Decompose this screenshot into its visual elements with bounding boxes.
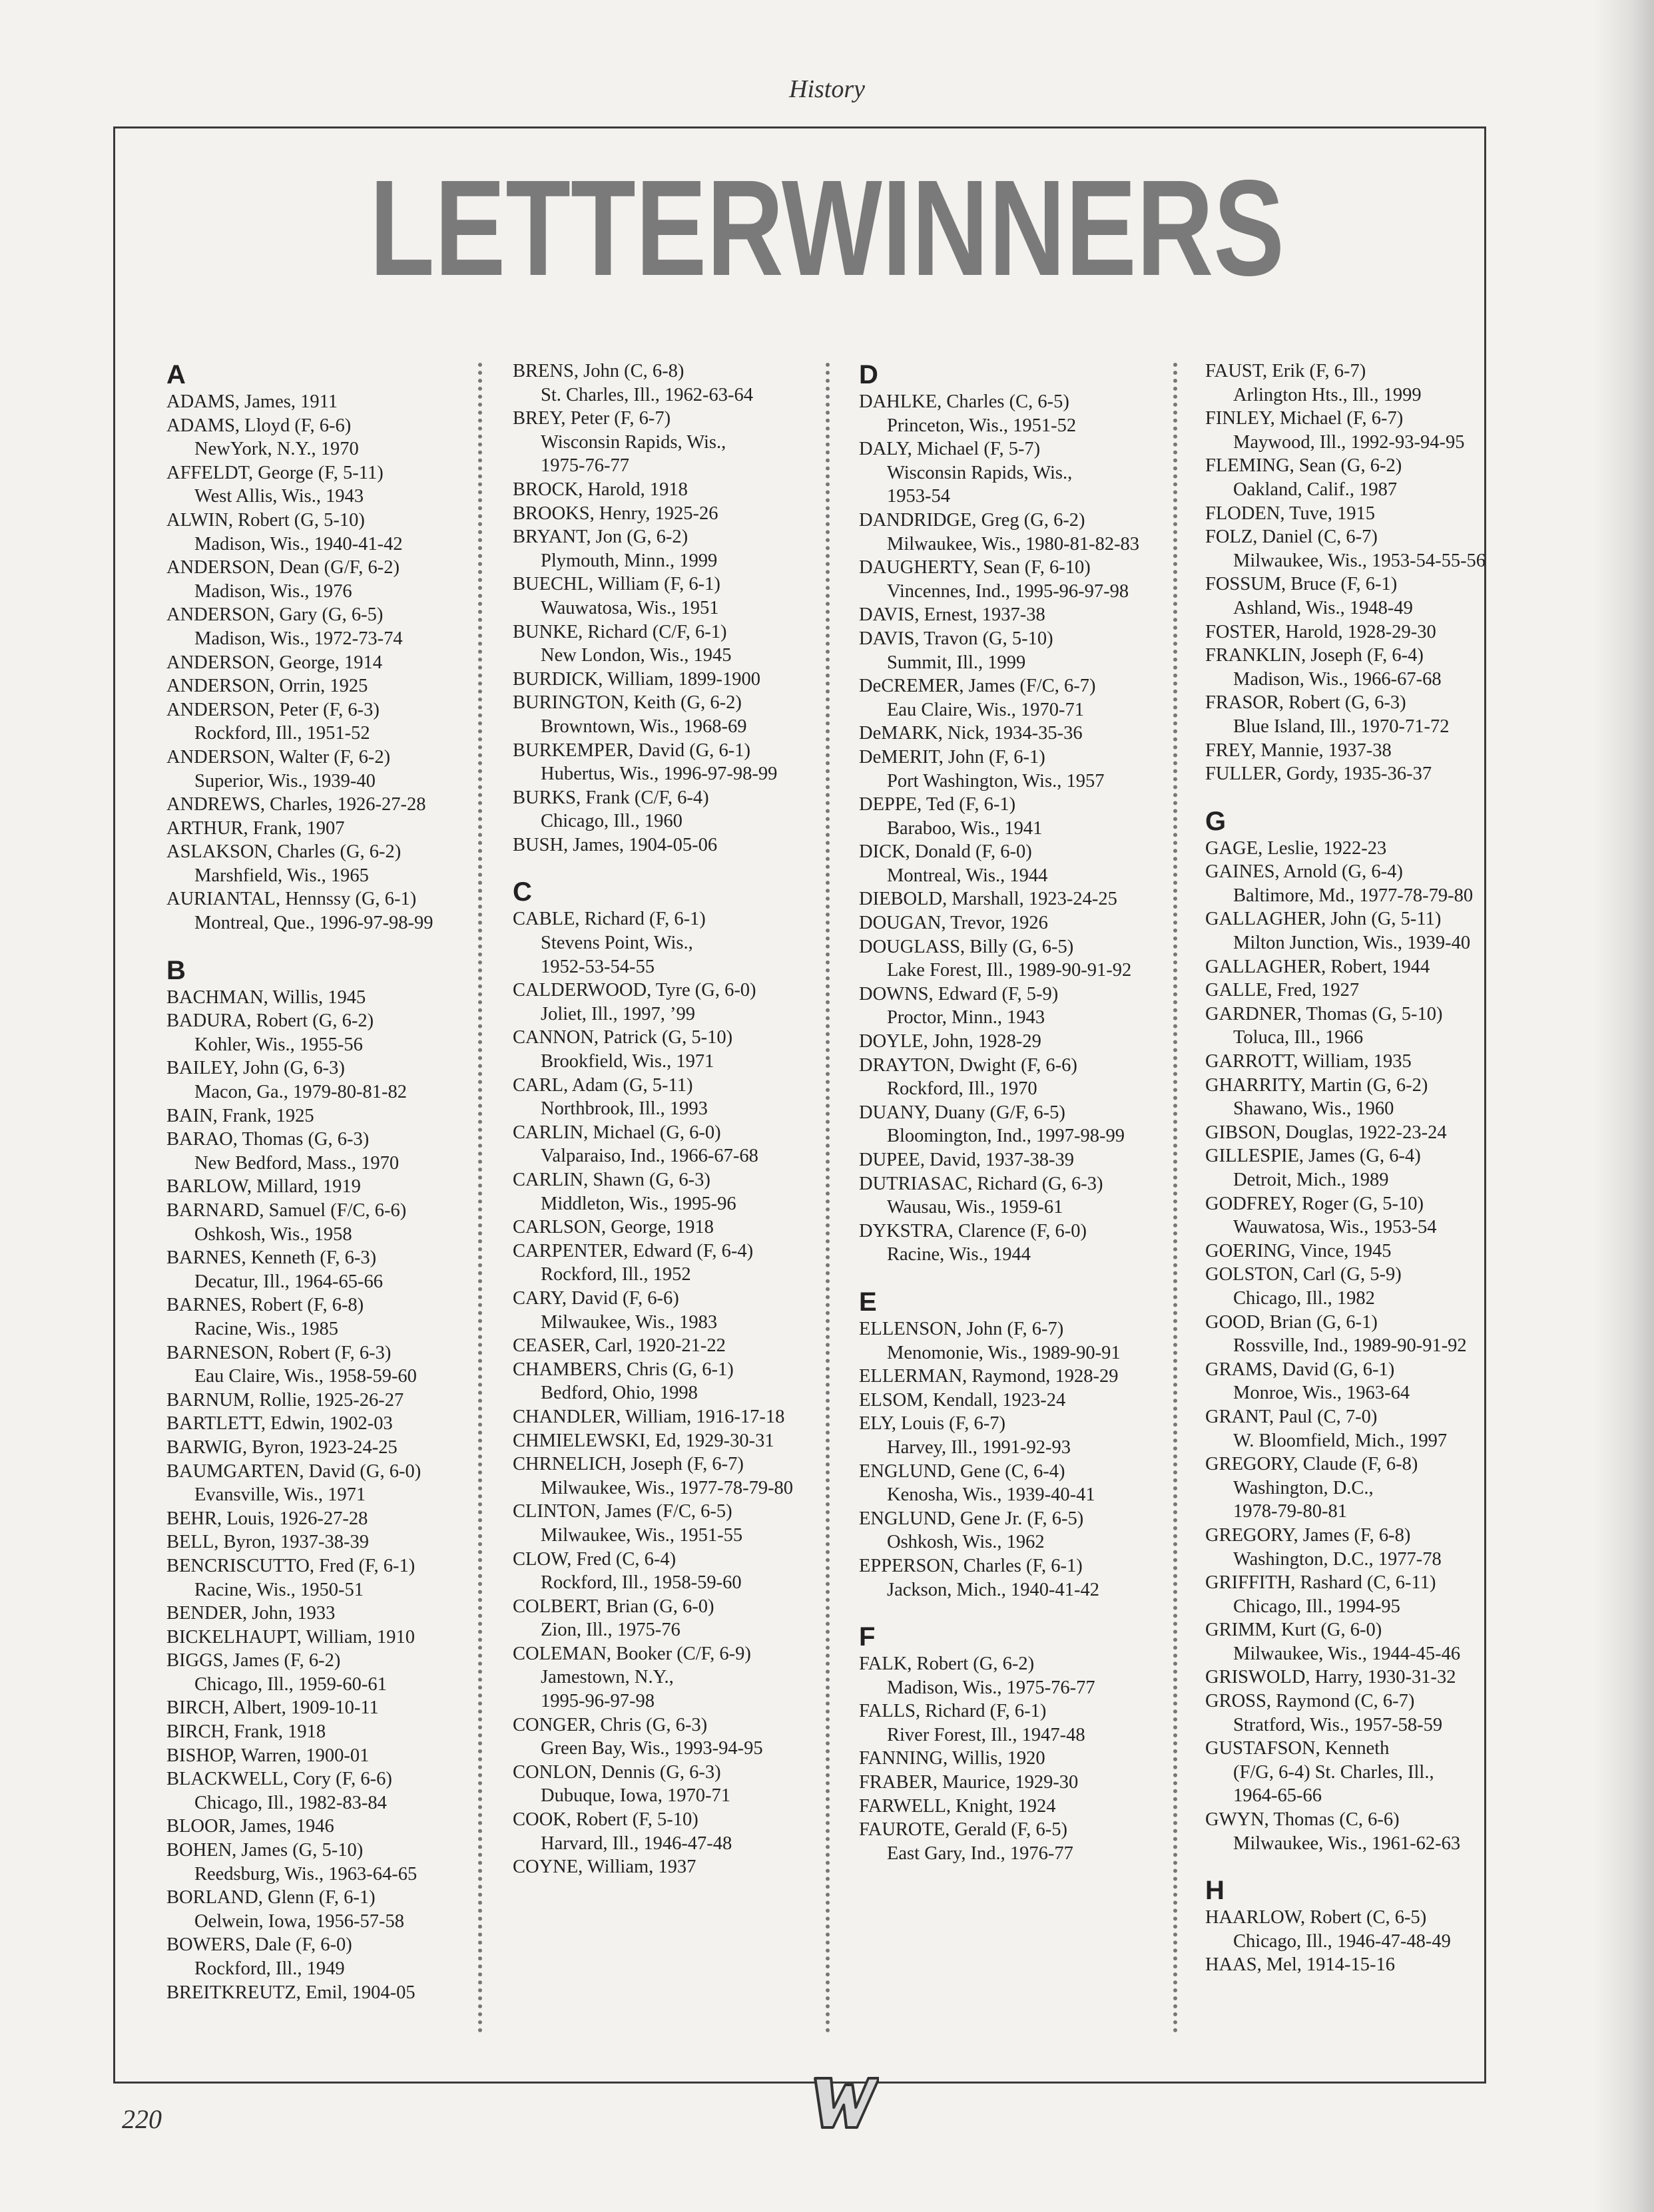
letterwinner-detail: Milwaukee, Wis., 1983 bbox=[541, 1311, 718, 1333]
letterwinner-detail: W. Bloomfield, Mich., 1997 bbox=[1233, 1430, 1448, 1451]
letterwinner-name: DeCREMER, James (F/C, 6-7) bbox=[859, 676, 1096, 697]
letterwinner-detail: NewYork, N.Y., 1970 bbox=[194, 439, 359, 460]
letterwinner-name: CLINTON, James (F/C, 6-5) bbox=[513, 1501, 732, 1522]
letterwinner-name: FLEMING, Sean (G, 6-2) bbox=[1205, 455, 1402, 477]
letterwinner-detail: 1952-53-54-55 bbox=[541, 956, 655, 977]
letterwinner-name: BARNESON, Robert (F, 6-3) bbox=[166, 1342, 392, 1363]
letterwinner-detail: Rockford, Ill., 1949 bbox=[194, 1958, 345, 1979]
letterwinner-detail: Bedford, Ohio, 1998 bbox=[541, 1383, 698, 1404]
letterwinner-name: DOUGLASS, Billy (G, 6-5) bbox=[859, 936, 1074, 957]
letterwinner-name: CABLE, Richard (F, 6-1) bbox=[513, 909, 706, 930]
letterwinner-name: FOLZ, Daniel (C, 6-7) bbox=[1205, 527, 1378, 548]
letterwinner-detail: Valparaiso, Ind., 1966-67-68 bbox=[541, 1146, 758, 1167]
letterwinner-name: FALLS, Richard (F, 6-1) bbox=[859, 1701, 1047, 1722]
letterwinner-name: GODFREY, Roger (G, 5-10) bbox=[1205, 1193, 1424, 1214]
column-divider bbox=[826, 363, 830, 2034]
letterwinner-detail: East Gary, Ind., 1976-77 bbox=[887, 1843, 1073, 1864]
letterwinner-detail: Oakland, Calif., 1987 bbox=[1233, 479, 1398, 500]
letterwinner-name: FRANKLIN, Joseph (F, 6-4) bbox=[1205, 645, 1424, 666]
letterwinner-detail: Shawano, Wis., 1960 bbox=[1233, 1098, 1394, 1120]
letterwinner-detail: Harvey, Ill., 1991-92-93 bbox=[887, 1437, 1071, 1458]
section-letter-heading: E bbox=[859, 1287, 877, 1317]
letterwinner-detail: Baraboo, Wis., 1941 bbox=[887, 817, 1043, 839]
letterwinner-detail: Macon, Ga., 1979-80-81-82 bbox=[194, 1082, 407, 1103]
letterwinner-name: GUSTAFSON, Kenneth bbox=[1205, 1738, 1390, 1759]
letterwinner-detail: Rockford, Ill., 1958-59-60 bbox=[541, 1572, 742, 1594]
letterwinner-detail: Milwaukee, Wis., 1980-81-82-83 bbox=[887, 533, 1140, 554]
letterwinner-name: ADAMS, Lloyd (F, 6-6) bbox=[166, 415, 352, 436]
letterwinner-name: FOSSUM, Bruce (F, 6-1) bbox=[1205, 574, 1398, 595]
letterwinner-name: DUPEE, David, 1937-38-39 bbox=[859, 1150, 1074, 1170]
letterwinner-name: BISHOP, Warren, 1900-01 bbox=[166, 1745, 370, 1766]
letterwinner-detail: Arlington Hts., Ill., 1999 bbox=[1233, 384, 1422, 405]
letterwinner-name: COLBERT, Brian (G, 6-0) bbox=[513, 1596, 714, 1617]
letterwinner-name: FOSTER, Harold, 1928-29-30 bbox=[1205, 621, 1436, 642]
letterwinner-detail: 1953-54 bbox=[887, 486, 950, 507]
letterwinner-name: BARNARD, Samuel (F/C, 6-6) bbox=[166, 1200, 407, 1221]
letterwinner-name: DICK, Donald (F, 6-0) bbox=[859, 841, 1032, 863]
letterwinner-name: BUNKE, Richard (C/F, 6-1) bbox=[513, 621, 727, 642]
letterwinner-name: GIBSON, Douglas, 1922-23-24 bbox=[1205, 1122, 1447, 1143]
letterwinner-detail: Oshkosh, Wis., 1958 bbox=[194, 1223, 352, 1245]
letterwinner-name: BIGGS, James (F, 6-2) bbox=[166, 1650, 341, 1671]
letterwinner-detail: Madison, Wis., 1976 bbox=[194, 580, 352, 602]
section-letter-heading: A bbox=[166, 360, 186, 389]
letterwinner-name: DAUGHERTY, Sean (F, 6-10) bbox=[859, 557, 1091, 578]
letterwinner-name: FAUROTE, Gerald (F, 6-5) bbox=[859, 1819, 1068, 1841]
letterwinner-detail: Madison, Wis., 1972-73-74 bbox=[194, 628, 403, 649]
letterwinner-name: BELL, Byron, 1937-38-39 bbox=[166, 1532, 369, 1553]
letterwinner-name: BIRCH, Frank, 1918 bbox=[166, 1721, 326, 1743]
letterwinner-name: BENCRISCUTTO, Fred (F, 6-1) bbox=[166, 1555, 415, 1576]
letterwinner-name: BAUMGARTEN, David (G, 6-0) bbox=[166, 1460, 421, 1482]
letterwinner-name: GOOD, Brian (G, 6-1) bbox=[1205, 1311, 1378, 1333]
letterwinner-name: CARY, David (F, 6-6) bbox=[513, 1287, 679, 1309]
letterwinner-detail: Vincennes, Ind., 1995-96-97-98 bbox=[887, 580, 1129, 602]
letterwinner-name: COOK, Robert (F, 5-10) bbox=[513, 1809, 698, 1831]
letterwinner-name: BENDER, John, 1933 bbox=[166, 1603, 336, 1624]
letterwinner-name: BURINGTON, Keith (G, 6-2) bbox=[513, 692, 742, 714]
letterwinner-detail: Detroit, Mich., 1989 bbox=[1233, 1170, 1389, 1190]
letterwinner-name: ANDREWS, Charles, 1926-27-28 bbox=[166, 794, 426, 815]
letterwinner-name: FAUST, Erik (F, 6-7) bbox=[1205, 361, 1366, 381]
letterwinner-name: BAILEY, John (G, 6-3) bbox=[166, 1058, 345, 1079]
roster-column-4 bbox=[1205, 359, 1518, 1977]
letterwinner-name: FARWELL, Knight, 1924 bbox=[859, 1795, 1056, 1817]
letterwinner-name: CONGER, Chris (G, 6-3) bbox=[513, 1714, 708, 1735]
letterwinner-detail: Dubuque, Iowa, 1970-71 bbox=[541, 1785, 730, 1807]
letterwinner-name: GOLSTON, Carl (G, 5-9) bbox=[1205, 1264, 1402, 1285]
letterwinner-detail: Milton Junction, Wis., 1939-40 bbox=[1233, 933, 1471, 954]
letterwinner-name: CHRNELICH, Joseph (F, 6-7) bbox=[513, 1454, 744, 1475]
letterwinner-name: BARNES, Kenneth (F, 6-3) bbox=[166, 1247, 377, 1269]
letterwinner-detail: Blue Island, Ill., 1970-71-72 bbox=[1233, 716, 1450, 737]
letterwinner-name: DOWNS, Edward (F, 5-9) bbox=[859, 983, 1059, 1004]
letterwinner-name: CHANDLER, William, 1916-17-18 bbox=[513, 1406, 785, 1427]
letterwinner-name: BROOKS, Henry, 1925-26 bbox=[513, 503, 718, 524]
letterwinner-name: ALWIN, Robert (G, 5-10) bbox=[166, 509, 365, 531]
letterwinner-detail: Chicago, Ill., 1994-95 bbox=[1233, 1596, 1400, 1617]
letterwinner-detail: Superior, Wis., 1939-40 bbox=[194, 770, 376, 791]
letterwinner-detail: Browntown, Wis., 1968-69 bbox=[541, 716, 747, 737]
letterwinner-detail: Bloomington, Ind., 1997-98-99 bbox=[887, 1126, 1125, 1147]
letterwinner-detail: Kohler, Wis., 1955-56 bbox=[194, 1034, 363, 1055]
letterwinner-detail: Marshfield, Wis., 1965 bbox=[194, 865, 369, 886]
letterwinner-name: BREITKREUTZ, Emil, 1904-05 bbox=[166, 1982, 415, 2003]
letterwinner-name: ELLENSON, John (F, 6-7) bbox=[859, 1318, 1064, 1339]
letterwinner-name: ANDERSON, Orrin, 1925 bbox=[166, 676, 368, 697]
letterwinner-name: BICKELHAUPT, William, 1910 bbox=[166, 1626, 415, 1648]
letterwinner-name: ELSOM, Kendall, 1923-24 bbox=[859, 1389, 1066, 1411]
letterwinner-name: AURIANTAL, Hennssy (G, 6-1) bbox=[166, 889, 417, 910]
letterwinner-detail: Chicago, Ill., 1982-83-84 bbox=[194, 1792, 387, 1813]
letterwinner-detail: Rockford, Ill., 1952 bbox=[541, 1264, 691, 1285]
letterwinner-name: DeMERIT, John (F, 6-1) bbox=[859, 746, 1045, 768]
letterwinner-name: DOYLE, John, 1928-29 bbox=[859, 1031, 1041, 1052]
letterwinner-name: DAVIS, Travon (G, 5-10) bbox=[859, 628, 1053, 649]
letterwinner-name: DALY, Michael (F, 5-7) bbox=[859, 439, 1041, 460]
letterwinner-detail: Proctor, Minn., 1943 bbox=[887, 1007, 1045, 1028]
letterwinner-name: DRAYTON, Dwight (F, 6-6) bbox=[859, 1054, 1077, 1076]
letterwinner-detail: Chicago, Ill., 1982 bbox=[1233, 1287, 1375, 1309]
letterwinner-detail: Rockford, Ill., 1970 bbox=[887, 1078, 1037, 1100]
letterwinner-detail: Stratford, Wis., 1957-58-59 bbox=[1233, 1714, 1443, 1735]
letterwinner-name: GHARRITY, Martin (G, 6-2) bbox=[1205, 1074, 1428, 1096]
letterwinner-name: CLOW, Fred (C, 6-4) bbox=[513, 1548, 677, 1570]
letterwinner-name: CALDERWOOD, Tyre (G, 6-0) bbox=[513, 980, 756, 1001]
section-letter-heading: C bbox=[513, 877, 532, 907]
letterwinner-name: CONLON, Dennis (G, 6-3) bbox=[513, 1761, 721, 1783]
letterwinner-detail: Maywood, Ill., 1992-93-94-95 bbox=[1233, 431, 1465, 453]
letterwinner-detail: Jamestown, N.Y., bbox=[541, 1667, 674, 1688]
letterwinner-detail: Ashland, Wis., 1948-49 bbox=[1233, 597, 1413, 618]
letterwinner-detail: 1975-76-77 bbox=[541, 455, 629, 477]
letterwinner-name: CHAMBERS, Chris (G, 6-1) bbox=[513, 1359, 734, 1380]
letterwinner-name: ADAMS, James, 1911 bbox=[166, 391, 338, 412]
letterwinner-detail: Chicago, Ill., 1946-47-48-49 bbox=[1233, 1930, 1451, 1952]
letterwinner-name: DIEBOLD, Marshall, 1923-24-25 bbox=[859, 889, 1117, 910]
letterwinner-detail: Jackson, Mich., 1940-41-42 bbox=[887, 1579, 1099, 1600]
letterwinner-name: BURDICK, William, 1899-1900 bbox=[513, 668, 760, 690]
letterwinner-name: DUTRIASAC, Richard (G, 6-3) bbox=[859, 1173, 1103, 1194]
page-number: 220 bbox=[122, 2104, 162, 2134]
letterwinner-name: BEHR, Louis, 1926-27-28 bbox=[166, 1508, 368, 1529]
letterwinner-name: GALLAGHER, John (G, 5-11) bbox=[1205, 909, 1442, 930]
letterwinner-name: BACHMAN, Willis, 1945 bbox=[166, 987, 366, 1008]
letterwinner-name: CARLSON, George, 1918 bbox=[513, 1217, 714, 1238]
letterwinner-name: BROCK, Harold, 1918 bbox=[513, 479, 688, 500]
letterwinner-detail: Racine, Wis., 1950-51 bbox=[194, 1579, 364, 1600]
letterwinner-name: BARNUM, Rollie, 1925-26-27 bbox=[166, 1389, 404, 1411]
letterwinner-name: DANDRIDGE, Greg (G, 6-2) bbox=[859, 509, 1085, 531]
letterwinner-name: CARL, Adam (G, 5-11) bbox=[513, 1074, 693, 1096]
letterwinner-detail: Plymouth, Minn., 1999 bbox=[541, 550, 718, 571]
letterwinner-detail: 1995-96-97-98 bbox=[541, 1691, 655, 1712]
letterwinner-name: DAHLKE, Charles (C, 6-5) bbox=[859, 391, 1069, 412]
letterwinner-name: DYKSTRA, Clarence (F, 6-0) bbox=[859, 1220, 1087, 1241]
letterwinner-detail: Montreal, Wis., 1944 bbox=[887, 865, 1048, 886]
letterwinner-name: CANNON, Patrick (G, 5-10) bbox=[513, 1027, 733, 1048]
letterwinner-detail: Decatur, Ill., 1964-65-66 bbox=[194, 1271, 383, 1292]
letterwinner-name: BOWERS, Dale (F, 6-0) bbox=[166, 1934, 352, 1956]
section-letter-heading: G bbox=[1205, 806, 1227, 836]
letterwinner-name: ANDERSON, Peter (F, 6-3) bbox=[166, 699, 380, 720]
letterwinner-detail: Reedsburg, Wis., 1963-64-65 bbox=[194, 1863, 417, 1884]
letterwinner-detail: Rockford, Ill., 1951-52 bbox=[194, 723, 370, 744]
letterwinner-detail: Wausau, Wis., 1959-61 bbox=[887, 1197, 1063, 1218]
letterwinner-name: BOHEN, James (G, 5-10) bbox=[166, 1840, 364, 1861]
letterwinner-name: BURKEMPER, David (G, 6-1) bbox=[513, 740, 751, 761]
letterwinner-detail: Stevens Point, Wis., bbox=[541, 933, 693, 954]
letterwinner-name: BIRCH, Albert, 1909-10-11 bbox=[166, 1697, 379, 1719]
letterwinner-name: BARWIG, Byron, 1923-24-25 bbox=[166, 1437, 398, 1458]
letterwinner-name: ELY, Louis (F, 6-7) bbox=[859, 1413, 1005, 1435]
letterwinner-name: CHMIELEWSKI, Ed, 1929-30-31 bbox=[513, 1430, 774, 1451]
letterwinner-name: GWYN, Thomas (C, 6-6) bbox=[1205, 1809, 1400, 1831]
letterwinner-detail: 1978-79-80-81 bbox=[1233, 1501, 1347, 1522]
letterwinner-name: ANDERSON, Dean (G/F, 6-2) bbox=[166, 557, 400, 578]
column-divider bbox=[478, 363, 482, 2034]
letterwinner-name: ELLERMAN, Raymond, 1928-29 bbox=[859, 1366, 1119, 1387]
roster-column-3 bbox=[859, 359, 1172, 1865]
letterwinner-name: ASLAKSON, Charles (G, 6-2) bbox=[166, 841, 402, 863]
letterwinner-name: CARLIN, Shawn (G, 6-3) bbox=[513, 1170, 710, 1190]
letterwinner-name: FANNING, Willis, 1920 bbox=[859, 1748, 1045, 1769]
letterwinner-detail: Chicago, Ill., 1960 bbox=[541, 811, 683, 832]
letterwinner-name: GREGORY, Claude (F, 6-8) bbox=[1205, 1454, 1418, 1475]
letterwinner-detail: Wisconsin Rapids, Wis., bbox=[541, 431, 726, 453]
letterwinner-detail: Washington, D.C., bbox=[1233, 1477, 1374, 1498]
letterwinner-detail: Menomonie, Wis., 1989-90-91 bbox=[887, 1342, 1121, 1363]
letterwinner-detail: Lake Forest, Ill., 1989-90-91-92 bbox=[887, 960, 1132, 981]
letterwinner-name: GRIFFITH, Rashard (C, 6-11) bbox=[1205, 1572, 1436, 1594]
letterwinner-name: BRENS, John (C, 6-8) bbox=[513, 361, 685, 381]
letterwinner-name: GREGORY, James (F, 6-8) bbox=[1205, 1524, 1411, 1546]
letterwinner-detail: Green Bay, Wis., 1993-94-95 bbox=[541, 1738, 763, 1759]
letterwinner-name: COYNE, William, 1937 bbox=[513, 1857, 696, 1878]
letterwinner-name: ARTHUR, Frank, 1907 bbox=[166, 817, 345, 839]
letterwinner-name: FALK, Robert (G, 6-2) bbox=[859, 1654, 1035, 1675]
letterwinner-name: GRAMS, David (G, 6-1) bbox=[1205, 1359, 1395, 1380]
letterwinner-name: BUECHL, William (F, 6-1) bbox=[513, 574, 720, 595]
letterwinner-detail: West Allis, Wis., 1943 bbox=[194, 486, 364, 507]
letterwinner-name: ANDERSON, Gary (G, 6-5) bbox=[166, 604, 384, 626]
letterwinner-name: ANDERSON, Walter (F, 6-2) bbox=[166, 746, 391, 768]
letterwinner-detail: Princeton, Wis., 1951-52 bbox=[887, 415, 1077, 436]
letterwinner-detail: Oelwein, Iowa, 1956-57-58 bbox=[194, 1910, 405, 1932]
letterwinner-name: ENGLUND, Gene Jr. (F, 6-5) bbox=[859, 1508, 1084, 1529]
letterwinner-name: GAINES, Arnold (G, 6-4) bbox=[1205, 861, 1403, 883]
letterwinner-detail: New London, Wis., 1945 bbox=[541, 645, 732, 666]
letterwinner-detail: (F/G, 6-4) St. Charles, Ill., bbox=[1233, 1761, 1434, 1783]
letterwinner-detail: St. Charles, Ill., 1962-63-64 bbox=[541, 384, 754, 405]
letterwinner-name: BAIN, Frank, 1925 bbox=[166, 1105, 314, 1126]
letterwinner-name: BARAO, Thomas (G, 6-3) bbox=[166, 1129, 370, 1150]
letterwinner-detail: Kenosha, Wis., 1939-40-41 bbox=[887, 1484, 1095, 1506]
letterwinner-detail: Montreal, Que., 1996-97-98-99 bbox=[194, 913, 433, 934]
letterwinner-detail: Port Washington, Wis., 1957 bbox=[887, 770, 1105, 791]
letterwinner-name: HAAS, Mel, 1914-15-16 bbox=[1205, 1954, 1395, 1976]
letterwinner-detail: Washington, D.C., 1977-78 bbox=[1233, 1548, 1442, 1570]
letterwinner-name: BARTLETT, Edwin, 1902-03 bbox=[166, 1413, 393, 1435]
letterwinner-name: FLODEN, Tuve, 1915 bbox=[1205, 503, 1375, 524]
letterwinner-name: BUSH, James, 1904-05-06 bbox=[513, 834, 718, 855]
letterwinner-name: CARPENTER, Edward (F, 6-4) bbox=[513, 1240, 754, 1261]
letterwinner-name: BRYANT, Jon (G, 6-2) bbox=[513, 527, 689, 548]
letterwinner-name: GARROTT, William, 1935 bbox=[1205, 1051, 1412, 1072]
letterwinner-detail: Rossville, Ind., 1989-90-91-92 bbox=[1233, 1335, 1467, 1357]
letterwinner-name: BLOOR, James, 1946 bbox=[166, 1816, 334, 1837]
letterwinner-name: CARLIN, Michael (G, 6-0) bbox=[513, 1122, 721, 1143]
letterwinner-detail: Brookfield, Wis., 1971 bbox=[541, 1051, 714, 1072]
letterwinner-detail: Milwaukee, Wis., 1951-55 bbox=[541, 1524, 743, 1546]
letterwinner-name: FREY, Mannie, 1937-38 bbox=[1205, 740, 1392, 761]
letterwinner-name: ANDERSON, George, 1914 bbox=[166, 652, 383, 673]
section-letter-heading: H bbox=[1205, 1876, 1225, 1906]
letterwinner-name: FRASOR, Robert (G, 6-3) bbox=[1205, 692, 1406, 714]
letterwinner-detail: Toluca, Ill., 1966 bbox=[1233, 1027, 1364, 1048]
letterwinner-name: GRISWOLD, Harry, 1930-31-32 bbox=[1205, 1667, 1456, 1688]
roster-column-2 bbox=[513, 359, 826, 1879]
letterwinner-name: GALLE, Fred, 1927 bbox=[1205, 980, 1360, 1001]
letterwinner-name: BURKS, Frank (C/F, 6-4) bbox=[513, 787, 709, 808]
letterwinner-name: BADURA, Robert (G, 6-2) bbox=[166, 1010, 374, 1032]
letterwinner-name: COLEMAN, Booker (C/F, 6-9) bbox=[513, 1643, 751, 1664]
letterwinner-name: GRIMM, Kurt (G, 6-0) bbox=[1205, 1620, 1382, 1641]
letterwinner-detail: Madison, Wis., 1966-67-68 bbox=[1233, 668, 1442, 690]
letterwinner-detail: Summit, Ill., 1999 bbox=[887, 652, 1026, 673]
letterwinner-name: GRANT, Paul (C, 7-0) bbox=[1205, 1406, 1378, 1427]
letterwinner-detail: Milwaukee, Wis., 1961-62-63 bbox=[1233, 1833, 1461, 1854]
motion-w-logo-icon bbox=[806, 2064, 879, 2137]
column-divider bbox=[1173, 363, 1177, 2034]
letterwinner-detail: Evansville, Wis., 1971 bbox=[194, 1484, 366, 1506]
letterwinner-name: GOERING, Vince, 1945 bbox=[1205, 1240, 1392, 1261]
page-title: LETTERWINNERS bbox=[370, 152, 1284, 304]
letterwinner-detail: Wisconsin Rapids, Wis., bbox=[887, 462, 1073, 483]
letterwinner-name: DEPPE, Ted (F, 6-1) bbox=[859, 794, 1016, 815]
letterwinner-name: GROSS, Raymond (C, 6-7) bbox=[1205, 1691, 1415, 1712]
letterwinner-detail: Wauwatosa, Wis., 1951 bbox=[541, 597, 719, 618]
letterwinner-detail: Wauwatosa, Wis., 1953-54 bbox=[1233, 1217, 1437, 1238]
letterwinner-name: CEASER, Carl, 1920-21-22 bbox=[513, 1335, 726, 1357]
letterwinner-name: ENGLUND, Gene (C, 6-4) bbox=[859, 1460, 1065, 1482]
letterwinner-name: BORLAND, Glenn (F, 6-1) bbox=[166, 1887, 376, 1908]
letterwinner-detail: 1964-65-66 bbox=[1233, 1785, 1322, 1807]
letterwinner-detail: Racine, Wis., 1944 bbox=[887, 1244, 1031, 1265]
letterwinner-detail: Racine, Wis., 1985 bbox=[194, 1318, 339, 1339]
section-letter-heading: F bbox=[859, 1622, 876, 1652]
letterwinner-detail: Hubertus, Wis., 1996-97-98-99 bbox=[541, 764, 778, 785]
letterwinner-detail: Joliet, Ill., 1997, ’99 bbox=[541, 1003, 695, 1024]
letterwinner-detail: Chicago, Ill., 1959-60-61 bbox=[194, 1673, 387, 1695]
letterwinner-name: DOUGAN, Trevor, 1926 bbox=[859, 913, 1048, 934]
letterwinner-name: DAVIS, Ernest, 1937-38 bbox=[859, 604, 1045, 626]
letterwinner-detail: Baltimore, Md., 1977-78-79-80 bbox=[1233, 885, 1474, 906]
letterwinner-name: HAARLOW, Robert (C, 6-5) bbox=[1205, 1907, 1427, 1928]
letterwinner-detail: Milwaukee, Wis., 1953-54-55-56 bbox=[1233, 550, 1486, 571]
letterwinner-detail: Madison, Wis., 1940-41-42 bbox=[194, 533, 403, 554]
letterwinner-detail: Northbrook, Ill., 1993 bbox=[541, 1098, 708, 1120]
letterwinner-detail: Monroe, Wis., 1963-64 bbox=[1233, 1383, 1410, 1404]
letterwinner-name: GAGE, Leslie, 1922-23 bbox=[1205, 837, 1387, 859]
letterwinner-detail: River Forest, Ill., 1947-48 bbox=[887, 1724, 1085, 1745]
letterwinner-name: DeMARK, Nick, 1934-35-36 bbox=[859, 723, 1083, 744]
letterwinner-name: BARNES, Robert (F, 6-8) bbox=[166, 1295, 364, 1316]
letterwinner-name: GILLESPIE, James (G, 6-4) bbox=[1205, 1146, 1421, 1167]
letterwinner-detail: Harvard, Ill., 1946-47-48 bbox=[541, 1833, 732, 1854]
letterwinner-detail: Milwaukee, Wis., 1977-78-79-80 bbox=[541, 1477, 794, 1498]
letterwinner-name: GALLAGHER, Robert, 1944 bbox=[1205, 956, 1430, 977]
running-head: History bbox=[789, 75, 865, 103]
letterwinner-detail: Zion, Ill., 1975-76 bbox=[541, 1620, 681, 1641]
letterwinner-name: GARDNER, Thomas (G, 5-10) bbox=[1205, 1003, 1443, 1024]
section-letter-heading: B bbox=[166, 955, 186, 985]
letterwinner-name: BREY, Peter (F, 6-7) bbox=[513, 408, 671, 429]
page-edge-shadow bbox=[1594, 0, 1654, 2212]
letterwinner-detail: Oshkosh, Wis., 1962 bbox=[887, 1532, 1045, 1553]
letterwinner-name: DUANY, Duany (G/F, 6-5) bbox=[859, 1102, 1065, 1123]
letterwinner-detail: New Bedford, Mass., 1970 bbox=[194, 1152, 400, 1174]
letterwinner-name: AFFELDT, George (F, 5-11) bbox=[166, 462, 384, 483]
letterwinner-detail: Eau Claire, Wis., 1970-71 bbox=[887, 699, 1084, 720]
letterwinner-name: FINLEY, Michael (F, 6-7) bbox=[1205, 408, 1404, 429]
letterwinner-name: FULLER, Gordy, 1935-36-37 bbox=[1205, 764, 1432, 785]
letterwinner-detail: Madison, Wis., 1975-76-77 bbox=[887, 1677, 1095, 1698]
letterwinner-name: BARLOW, Millard, 1919 bbox=[166, 1176, 361, 1198]
letterwinner-name: FRABER, Maurice, 1929-30 bbox=[859, 1772, 1079, 1793]
letterwinner-detail: Eau Claire, Wis., 1958-59-60 bbox=[194, 1366, 417, 1387]
letterwinner-detail: Middleton, Wis., 1995-96 bbox=[541, 1193, 736, 1214]
letterwinner-detail: Milwaukee, Wis., 1944-45-46 bbox=[1233, 1643, 1461, 1664]
letterwinner-name: BLACKWELL, Cory (F, 6-6) bbox=[166, 1769, 392, 1790]
roster-column-1 bbox=[166, 359, 479, 2004]
letterwinner-name: EPPERSON, Charles (F, 6-1) bbox=[859, 1555, 1083, 1576]
section-letter-heading: D bbox=[859, 360, 878, 389]
